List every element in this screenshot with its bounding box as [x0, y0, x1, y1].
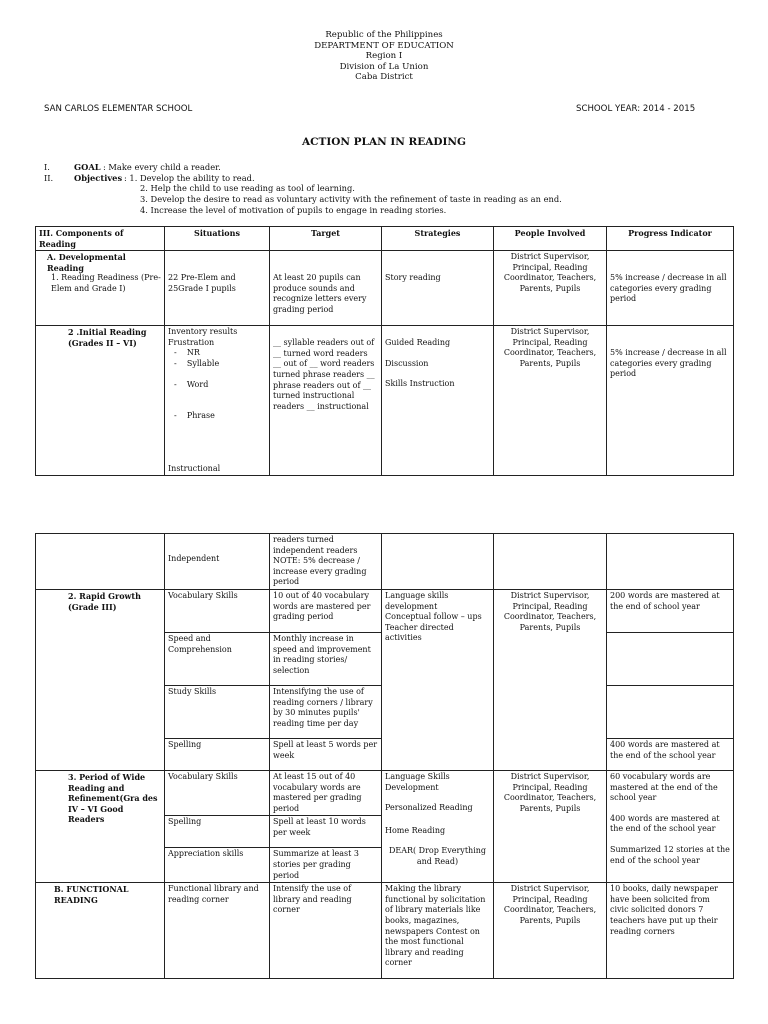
wide-strategy [382, 770, 494, 882]
appreciation-situation: Appreciation skills [165, 848, 270, 883]
wide-progress-1: 60 vocabulary words are mastered at the end of the school year [610, 771, 718, 803]
functional-situation: Functional library and reading corner [165, 883, 270, 979]
word-item: - Word [174, 379, 209, 389]
header-department: DEPARTMENT OF EDUCATION [314, 40, 454, 51]
rapid-people: District Supervisor, Principal, Reading Coordinator, Teachers, Parents, Pupils [494, 589, 607, 770]
functional-progress: 10 books, daily newspaper have been solicited from civic solicited donors 7 teachers have put up their reading corners [607, 883, 734, 979]
readiness-strategy: Story reading [382, 251, 494, 326]
goal-number: I. [44, 162, 50, 172]
wide-progress-3: Summarized 12 stories at the end of the school year [610, 844, 730, 865]
readiness-progress: 5% increase / decrease in all categories every grading period [607, 251, 734, 326]
appreciation-target: Summarize at least 3 stories per grading period [270, 848, 382, 883]
component-cell [36, 251, 165, 326]
wide-progress [607, 770, 734, 882]
wide-people: District Supervisor, Principal, Reading Coordinator, Teachers, Parents, Pupils [494, 770, 607, 882]
independent-situation: Independent [165, 534, 270, 590]
objectives-number: II. [44, 173, 54, 183]
functional-strategy: Making the library functional by solicitation of library materials like books, magazines, newspapers Contest on the most functional library and reading corner [382, 883, 494, 979]
wide-reading-label: 3. Period of Wide Reading and Refinement(Gra des IV – VI Good Readers [36, 770, 165, 882]
empty-progress-cell [607, 632, 734, 685]
phrase-label: Phrase [186, 411, 215, 421]
objectives-label: Objectives [74, 173, 123, 183]
guided-reading: Guided Reading [385, 338, 451, 348]
wide-strategy-4: DEAR( Drop Everything and Read) [388, 846, 487, 866]
school-name: SAN CARLOS ELEMENTAR SCHOOL [44, 104, 193, 114]
study-target: Intensifying the use of reading corners / library by 30 minutes pupils' reading time per day [270, 685, 382, 738]
header-republic: Republic of the Philippines [325, 30, 443, 40]
goal-line [44, 162, 221, 173]
document-title: ACTION PLAN IN READING [302, 136, 466, 148]
header-people: People Involved [494, 227, 607, 251]
initial-people: District Supervisor, Principal, Reading Coordinator, Teachers, Parents, Pupils [494, 326, 607, 476]
rapid-strategy-3: Teacher directed activities [385, 622, 454, 643]
spelling-progress: 400 words are mastered at the end of the school year [607, 738, 734, 770]
reading-readiness-label: 1. Reading Readiness (Pre-Elem and Grade I) [51, 273, 161, 293]
spelling-target: Spell at least 5 words per week [270, 738, 382, 770]
speed-situation: Speed and Comprehension [165, 632, 270, 685]
syllable-item: - Syllable [174, 358, 220, 368]
empty-progress-cell [607, 534, 734, 590]
rapid-progress-1: 200 words are mastered at the end of school year [607, 589, 734, 632]
syllable-label: Syllable [186, 358, 220, 368]
rapid-strategy-1: Language skills development [385, 590, 449, 611]
discussion: Discussion [385, 358, 429, 368]
action-plan-table-part2 [35, 533, 734, 979]
wide-strategy-1: Language Skills Development [385, 771, 450, 792]
wide-strategy-3: Home Reading [385, 825, 446, 835]
header-region: Region I [365, 51, 403, 62]
word-label: Word [186, 379, 209, 389]
table-row-rapid-vocab [36, 589, 734, 632]
initial-progress: 5% increase / decrease in all categories every grading period [607, 326, 734, 476]
table-row-initial [36, 326, 734, 476]
nr-label: NR [186, 348, 200, 358]
objectives-line [44, 173, 255, 184]
wide-vocab-situation: Vocabulary Skills [165, 770, 270, 815]
objective-1: : 1. Develop the ability to read. [124, 173, 255, 183]
developmental-reading-label: A. Developmental Reading [47, 252, 126, 273]
header-progress: Progress Indicator [607, 227, 734, 251]
table-row-wide-vocab [36, 770, 734, 815]
header-division: Division of La Union [339, 61, 429, 72]
initial-strategy [382, 326, 494, 476]
frustration-label: Frustration [168, 337, 215, 347]
skills-instruction: Skills Instruction [385, 379, 455, 389]
rapid-growth-label: 2. Rapid Growth (Grade III) [36, 589, 165, 770]
action-plan-table-part1 [35, 226, 734, 476]
phrase-item: - Phrase [174, 411, 215, 421]
goal-label: GOAL [74, 162, 101, 172]
empty-component-cell [36, 534, 165, 590]
rapid-strategy [382, 589, 494, 770]
initial-target: __ syllable readers out of __ turned word readers __ out of __ word readers turned phrase readers __ phrase readers out of __ turned instructional readers __ instructional [270, 326, 382, 476]
empty-people-cell [494, 534, 607, 590]
table-row-independent [36, 534, 734, 590]
readiness-people: District Supervisor, Principal, Reading Coordinator, Teachers, Parents, Pupils [494, 251, 607, 326]
school-year: SCHOOL YEAR: 2014 - 2015 [576, 104, 696, 114]
functional-reading-label: B. FUNCTIONAL READING [36, 883, 165, 979]
study-situation: Study Skills [165, 685, 270, 738]
readiness-target: At least 20 pupils can produce sounds and recognize letters every grading period [270, 251, 382, 326]
rapid-strategy-2: Conceptual follow – ups [385, 612, 482, 622]
speed-target: Monthly increase in speed and improvement in reading stories/ selection [270, 632, 382, 685]
header-components: III. Components of Reading [36, 227, 165, 251]
letterhead [0, 30, 768, 83]
wide-spelling-situation: Spelling [165, 816, 270, 848]
objective-3: 3. Develop the desire to read as voluntary activity with the refinement of taste in reading as an end. [140, 194, 562, 204]
nr-item: - NR [174, 348, 200, 358]
empty-progress-cell [607, 685, 734, 738]
wide-vocab-target: At least 15 out of 40 vocabulary words are mastered per grading period [270, 770, 382, 815]
wide-progress-2: 400 words are mastered at the end of the school year [610, 813, 720, 834]
empty-strategy-cell [382, 534, 494, 590]
goal-text: : Make every child a reader. [103, 162, 221, 172]
functional-target: Intensify the use of library and reading corner [270, 883, 382, 979]
table-row-functional [36, 883, 734, 979]
table-row-readiness [36, 251, 734, 326]
readiness-situation: 22 Pre-Elem and 25Grade I pupils [165, 251, 270, 326]
instructional-label: Instructional [168, 463, 221, 473]
header-strategies: Strategies [382, 227, 494, 251]
header-district: Caba District [355, 72, 413, 83]
initial-reading-label: 2 .Initial Reading (Grades II – VI) [36, 326, 165, 476]
wide-spelling-target: Spell at least 10 words per week [270, 816, 382, 848]
objective-4: 4. Increase the level of motivation of pupils to engage in reading stories. [140, 205, 447, 215]
objective-2: 2. Help the child to use reading as tool of learning. [140, 183, 355, 193]
header-situations: Situations [165, 227, 270, 251]
header-target: Target [270, 227, 382, 251]
table-header-row [36, 227, 734, 251]
functional-people: District Supervisor, Principal, Reading Coordinator, Teachers, Parents, Pupils [494, 883, 607, 979]
rapid-vocab-situation: Vocabulary Skills [165, 589, 270, 632]
spelling-situation: Spelling [165, 738, 270, 770]
initial-situation [165, 326, 270, 476]
independent-target: readers turned independent readers NOTE: 5% decrease / increase every grading period [270, 534, 382, 590]
inventory-results: Inventory results [168, 327, 238, 337]
wide-strategy-2: Personalized Reading [385, 803, 473, 813]
rapid-vocab-target: 10 out of 40 vocabulary words are mastered per grading period [270, 589, 382, 632]
